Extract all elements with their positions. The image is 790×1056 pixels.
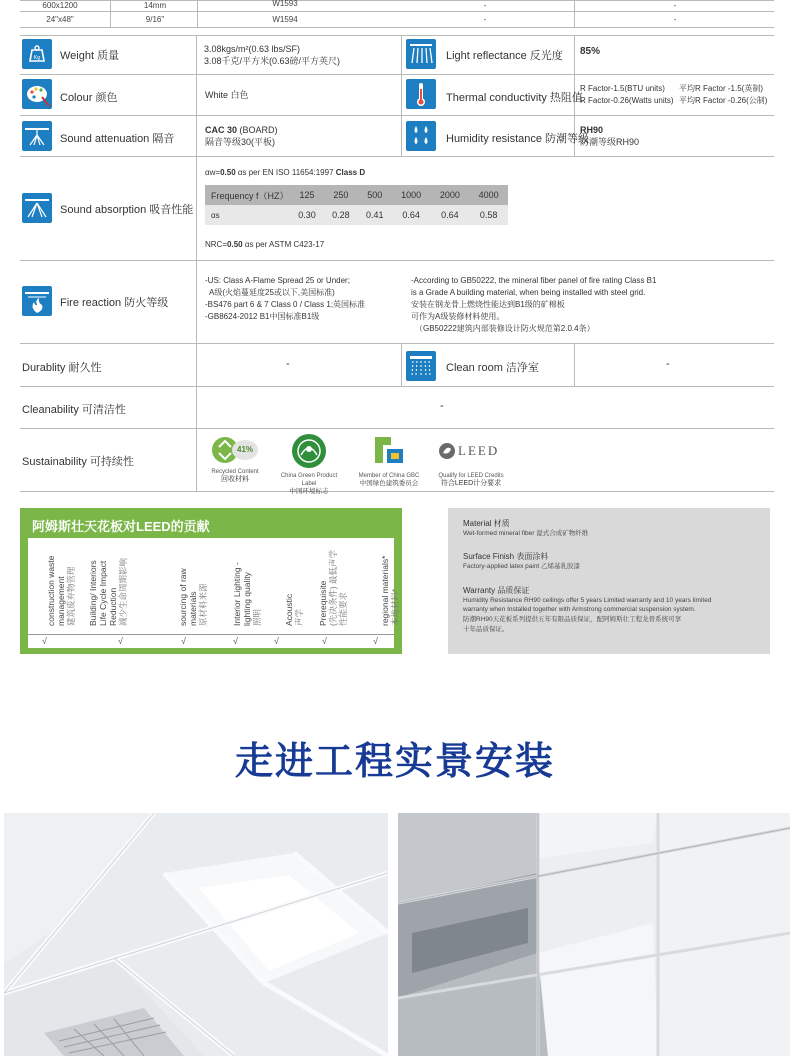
warranty-heading: Warranty 品质保证 <box>463 586 530 595</box>
leed-contribution-box <box>20 508 402 654</box>
top-thick-1: 14mm <box>143 1 167 10</box>
cert-china-green-en: China Green Product Label <box>280 473 338 487</box>
leed-col-cn: 本地材料* <box>390 588 400 626</box>
fire-right-1: -According to GB50222, the mineral fiber panel of fire rating Class B1 <box>411 276 657 285</box>
freq-cell: 1000 <box>392 185 431 205</box>
recycled-logo <box>210 435 260 465</box>
thermometer-icon <box>406 79 436 109</box>
freq-cell: 4000 <box>469 185 508 205</box>
leed-col-cn: (先决条件) 最低声学性能要求 <box>328 549 348 626</box>
surface-text: Factory-applied latex paint 乙烯基乳胶漆 <box>463 563 581 570</box>
alpha-cell: 0.64 <box>392 205 431 225</box>
alpha-cell: 0.64 <box>430 205 469 225</box>
sound-absorption-label: Sound absorption 吸音性能 <box>60 204 194 216</box>
fire-icon <box>22 286 52 316</box>
freq-header: Frequency f（HZ） <box>205 185 290 205</box>
fire-left-4: -GB8624-2012 B1中国标准B1级 <box>205 312 320 321</box>
leed-logo <box>438 442 500 460</box>
leed-check-mark: √ <box>373 636 378 646</box>
leed-col-en: construction waste management <box>46 555 66 626</box>
clean-room-label: Clean room 洁净室 <box>446 362 539 374</box>
cert-leed-cn: 符合LEED计分要求 <box>440 480 502 487</box>
cert-gbc-caption <box>350 472 428 488</box>
recycled-percent: 41% <box>237 445 254 454</box>
weight-value-2: 3.08千克/平方米(0.63磅/平方英尺) <box>204 56 341 66</box>
fire-right-5: （GB50222建筑内部装修设计防火规范第2.0.4条） <box>415 324 595 333</box>
colour-value: White 白色 <box>205 90 249 100</box>
alpha-cell: 0.58 <box>469 205 508 225</box>
humidity-value-1: RH90 <box>580 125 604 135</box>
sound-attenuation-icon <box>22 121 52 151</box>
leed-wordmark: LEED <box>458 443 500 458</box>
cert-gbc-cn: 中国绿色建筑委员会 <box>359 480 419 487</box>
cert-recycled-en: Recycled Content <box>211 469 259 475</box>
leed-check-mark: √ <box>181 636 186 646</box>
warranty-text-4: 十年品质保证。 <box>463 626 509 633</box>
warranty-text-1: Humidity Resistance RH90 ceilings offer 5 years Limited warranty and 10 years limited <box>463 597 712 604</box>
freq-cell: 2000 <box>430 185 469 205</box>
sound-absorption-icon <box>22 193 52 223</box>
top-code-1: W1593 <box>272 0 298 8</box>
sound-absorption-table <box>205 185 508 225</box>
thermal-value-1b: 平均R Factor -1.5(英制) <box>679 84 764 93</box>
freq-cell: 500 <box>358 185 392 205</box>
cert-recycled-caption <box>200 468 270 484</box>
warranty-text-3: 防潮RH90天花板系列提供五年有限品质保证，配阿姆斯壮工程龙骨系统可享 <box>463 616 682 623</box>
alpha-w-class: Class D <box>335 168 366 177</box>
light-reflectance-icon <box>406 39 436 69</box>
alpha-w-standard: αs per EN ISO 11654:1997 <box>235 168 336 177</box>
weight-icon <box>22 39 52 69</box>
weight-label: Weight 质量 <box>60 50 120 62</box>
durability-label: Durablity 耐久性 <box>22 362 102 374</box>
top-code-2: W1594 <box>272 15 298 24</box>
leed-check-mark: √ <box>274 636 279 646</box>
alpha-w-pre: αw= <box>205 168 221 177</box>
sound-attenuation-value-1 <box>205 124 278 136</box>
material-heading: Material 材质 <box>463 519 510 528</box>
leed-col-en: regional materials* <box>380 555 390 626</box>
alpha-w-line <box>205 167 365 178</box>
top-c1-1: - <box>483 1 487 10</box>
alpha-cell: 0.30 <box>290 205 324 225</box>
cert-china-green-caption <box>273 472 345 496</box>
surface-heading: Surface Finish 表面涂料 <box>463 552 549 561</box>
cert-china-green-cn: 中国环境标志 <box>289 488 329 495</box>
clean-room-icon <box>406 351 436 381</box>
top-c2-2: - <box>673 15 677 24</box>
alpha-header: αs <box>205 205 290 225</box>
cert-recycled-cn: 回收材料 <box>221 476 249 483</box>
cac-value: CAC 30 <box>205 125 238 135</box>
top-thick-2: 9/16" <box>145 15 165 24</box>
colour-label: Colour 颜色 <box>60 92 118 104</box>
fire-label: Fire reaction 防火等级 <box>60 297 169 309</box>
ceiling-photo-left <box>4 813 388 1056</box>
alpha-cell: 0.41 <box>358 205 392 225</box>
fire-right-2: is a Grade A building material, when being installed with steel grid. <box>411 288 646 297</box>
leed-col-cn: 减少生命周期影响 <box>118 557 128 626</box>
nrc-pre: NRC= <box>205 240 228 249</box>
humidity-label: Humidity resistance 防潮等级 <box>446 133 590 145</box>
nrc-standard: αs per ASTM C423-17 <box>242 240 325 249</box>
top-size-2: 24"x48" <box>46 15 74 24</box>
weight-value-1: 3.08kgs/m²(0.63 lbs/SF) <box>204 44 301 54</box>
top-c2-1: - <box>673 1 677 10</box>
fire-right-4: 可作为A级装修材料使用。 <box>411 312 505 321</box>
thermal-value-2a: R Factor-0.26(Watts units) <box>580 96 674 105</box>
sustainability-label: Sustainability 可持续性 <box>22 456 134 468</box>
humidity-drops-icon <box>406 121 436 151</box>
thermal-value-1a: R Factor-1.5(BTU units) <box>580 84 665 93</box>
leed-checks-row <box>28 634 394 648</box>
durability-value: - <box>286 358 290 370</box>
cert-leed-caption <box>433 472 509 488</box>
nrc-line <box>205 239 324 250</box>
svg-text:Kg: Kg <box>33 55 41 61</box>
installation-headline: 走进工程实景安装 <box>234 741 555 783</box>
ceiling-photo-right <box>398 813 790 1056</box>
cert-gbc-en: Member of China GBC <box>358 473 420 479</box>
china-gbc-logo <box>373 435 405 465</box>
thermal-label: Thermal conductivity 热阻值 <box>446 92 583 104</box>
fire-right-3: 安装在钢龙骨上燃烧性能达到B1级的矿棉板 <box>411 300 565 309</box>
material-info-box <box>448 508 770 654</box>
leed-col-en: Building/ Interiors Life Cycle Impact Reduction <box>88 560 118 626</box>
cleanability-value: - <box>440 400 444 412</box>
leed-check-mark: √ <box>322 636 327 646</box>
top-c1-2: - <box>483 15 487 24</box>
fire-left-3: -BS476 part 6 & 7 Class 0 / Class 1;英国标准 <box>205 300 366 309</box>
fire-left-1: -US: Class A-Flame Spread 25 or Under; <box>205 276 350 285</box>
leed-col-en: Prerequisite <box>318 580 328 626</box>
leed-col-en: sourcing of raw materials <box>178 568 198 626</box>
leed-check-mark: √ <box>118 636 123 646</box>
cleanability-label: Cleanability 可清洁性 <box>22 404 126 416</box>
clean-room-value: - <box>666 358 670 370</box>
palette-icon <box>22 79 52 109</box>
humidity-value-2: 防潮等级RH90 <box>580 137 640 147</box>
fire-left-2: A级(火焰蔓延度25或以下,美国标准) <box>209 288 335 297</box>
nrc-value: 0.50 <box>227 240 243 249</box>
warranty-text-2: warranty when Installed together with Armstrong commercial suspension system. <box>463 606 696 613</box>
alpha-w-value: 0.50 <box>220 168 236 177</box>
leed-col-cn: 建筑废弃物管理 <box>66 566 76 626</box>
leed-col-cn: 声学 <box>294 608 304 626</box>
leed-col-cn: 照明 <box>252 608 262 626</box>
leed-col-en: Interior Lighting -lighting quality <box>232 562 252 626</box>
light-value: 85% <box>580 46 601 57</box>
leed-check-mark: √ <box>42 636 47 646</box>
cert-leed-en: Qualify for LEED Credits <box>438 473 504 479</box>
leed-check-mark: √ <box>233 636 238 646</box>
sound-attenuation-label: Sound attenuation 隔音 <box>60 133 175 145</box>
leed-col-en: Acoustic <box>284 593 294 626</box>
freq-cell: 250 <box>324 185 358 205</box>
sound-attenuation-value-2: 隔音等级30(平板) <box>205 137 276 147</box>
thermal-value-2b: 平均R Factor -0.26(公制) <box>679 96 768 105</box>
material-text: Wet-formed mineral fiber 湿式合成矿物纤维 <box>463 530 589 537</box>
freq-cell: 125 <box>290 185 324 205</box>
top-size-1: 600x1200 <box>42 1 78 10</box>
cac-board: (BOARD) <box>239 125 278 135</box>
leed-box-title: 阿姆斯壮天花板对LEED的贡献 <box>32 519 210 534</box>
alpha-cell: 0.28 <box>324 205 358 225</box>
light-label: Light reflectance 反光度 <box>446 50 563 62</box>
leed-col-cn: 原材料来源 <box>198 583 208 626</box>
china-green-label-logo <box>291 433 327 469</box>
